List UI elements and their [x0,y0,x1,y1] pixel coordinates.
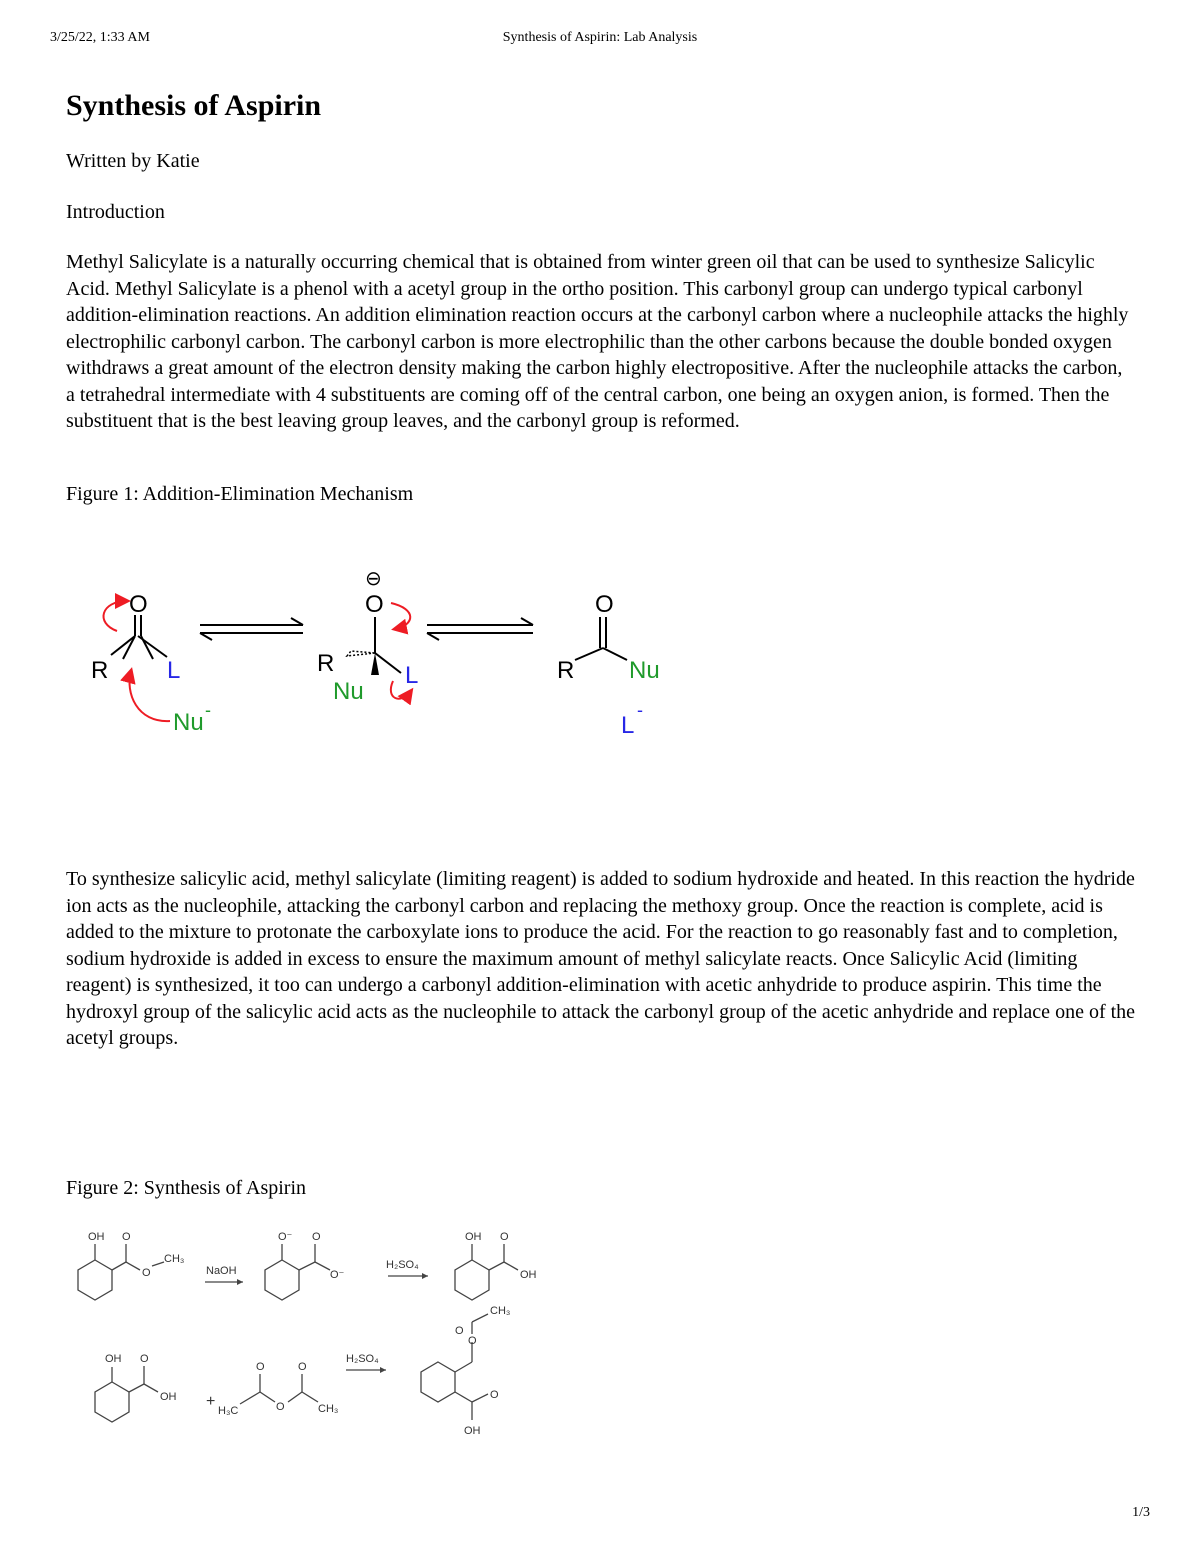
salicylate-structure [265,1244,330,1300]
figure2-caption: Figure 2: Synthesis of Aspirin [66,1177,307,1199]
aspirin-carbonyl-o-label: O [490,1389,499,1401]
aspirin-ch3-label: CH₃ [490,1305,511,1317]
ms-ester-o-label: O [142,1267,151,1279]
anhydride-o1-label: O [256,1361,265,1373]
h2so4-label-1: H₂SO₄ [386,1259,419,1271]
intro-paragraph: Methyl Salicylate is a naturally occurring chemical that is obtained from winter green oil that can be used to synthesize Salicylic Acid. Methyl Salicylate is a phenol with a acetyl group in the ortho position. This carbonyl group can undergo typical carbonyl addition-elimination reactions. An addition elimination reaction occurs at the carbonyl carbon where a nucleophile attacks the highly electrophilic carbonyl carbon. The carbonyl carbon is more electrophilic than the other carbons because the double bonded oxygen withdraws a great amount of the electron density making the carbon highly electropositive. After the nucleophile attacks the carbon, a tetrahedral intermediate with 4 substituents are coming off of the central carbon, one being an oxygen anion, is formed. Then the substituent that is the best leaving group leaves, and the carbonyl group is reformed. [66,251,1129,432]
plus-sign: + [206,1393,216,1410]
tetrahedral-intermediate [317,568,418,705]
product-r-label: R [557,657,575,684]
reform-arrow [391,603,410,629]
synthesis-paragraph: To synthesize salicylic acid, methyl salicylate (limiting reagent) is added to sodium hydroxide and heated. In this reaction the hydride ion acts as the nucleophile, attacking the carbonyl carbon and replacing the methoxy group. Once the reaction is complete, acid is added to the mixture to protonate the carboxylate ions to produce the acid. For the reaction to go reasonably fast and to completion, sodium hydroxide is added in excess to ensure the maximum amount of methyl salicylate reacts. Once Salicylic Acid (limiting reagent) is synthesized, it too can undergo a carbonyl addition-elimination with acetic anhydride to produce aspirin. This time the hydroxyl group of the salicylic acid acts as the nucleophile to attack the carbonyl group of the acetic anhydride and replace one of the acetyl groups. [66,868,1136,1049]
methyl-salicylate-structure [78,1244,164,1300]
equilibrium-arrows-2 [427,618,533,640]
anhydride-h3c-label: H₃C [218,1405,239,1417]
intermediate-r-label: R [317,650,335,677]
reactant-o-label: O [129,591,148,618]
figure1-caption: Figure 1: Addition-Elimination Mechanism [66,482,414,505]
sa-acid-oh-label: OH [520,1269,537,1281]
anhydride-ch3-label: CH₃ [318,1403,339,1415]
anhydride-o2-label: O [298,1361,307,1373]
reactant-l-label: L [167,657,181,684]
print-title: Synthesis of Aspirin: Lab Analysis [502,30,698,45]
aspirin-o-label: O [468,1335,477,1347]
ms-o-label: O [122,1231,131,1243]
product-nu-label: Nu [629,657,660,684]
sa-o-label: O [500,1231,509,1243]
intermediate-o-label: O [365,591,384,618]
sa2-o-label: O [140,1353,149,1365]
print-date: 3/25/22, 1:33 AM [50,30,150,45]
intermediate-nu-label: Nu [333,678,364,705]
figure2-synthesis-diagram [60,1222,560,1447]
reactant-structure [91,591,211,736]
anhydride-bridge-o-label: O [276,1401,285,1413]
aspirin-ester-o-label: O [455,1325,464,1337]
page-title: Synthesis of Aspirin [66,89,322,122]
product-structure [557,591,660,739]
print-header [50,30,1150,50]
salicylic-acid-reactant-structure [95,1366,158,1422]
author-line: Written by Katie [66,150,200,172]
intermediate-l-label: L [405,662,419,689]
figure1-mechanism-diagram [75,563,695,763]
pi-bond-arrow [104,601,127,631]
salicylate-phenoxide-label: O⁻ [278,1231,293,1243]
leaving-l-label: L [621,712,635,739]
reactant-r-label: R [91,657,109,684]
leaving-charge-label: - [637,700,643,720]
salicylate-o-label: O [312,1231,321,1243]
h2so4-label-2: H₂SO₄ [346,1353,379,1365]
intro-heading: Introduction [66,200,165,223]
sa2-acid-oh-label: OH [160,1391,177,1403]
attack-arrow [130,671,170,721]
ms-oh-label: OH [88,1231,105,1243]
aspirin-oh-label: OH [464,1425,481,1437]
ms-ch3-label: CH₃ [164,1253,185,1265]
salicylic-acid-structure [455,1244,518,1300]
naoh-label: NaOH [206,1265,237,1277]
page-number: 1/3 [1132,1505,1150,1520]
document-body [66,86,1136,1199]
salicylate-carboxylate-label: O⁻ [330,1269,345,1281]
product-o-label: O [595,591,614,618]
equilibrium-arrows-1 [200,618,303,640]
nu-charge-label: - [205,700,211,720]
reactant-nu-label: Nu [173,709,204,736]
sa-oh-label: OH [465,1231,482,1243]
sa2-oh-label: OH [105,1353,122,1365]
acetic-anhydride-structure [240,1374,318,1404]
anion-sign: ⊖ [365,568,382,590]
